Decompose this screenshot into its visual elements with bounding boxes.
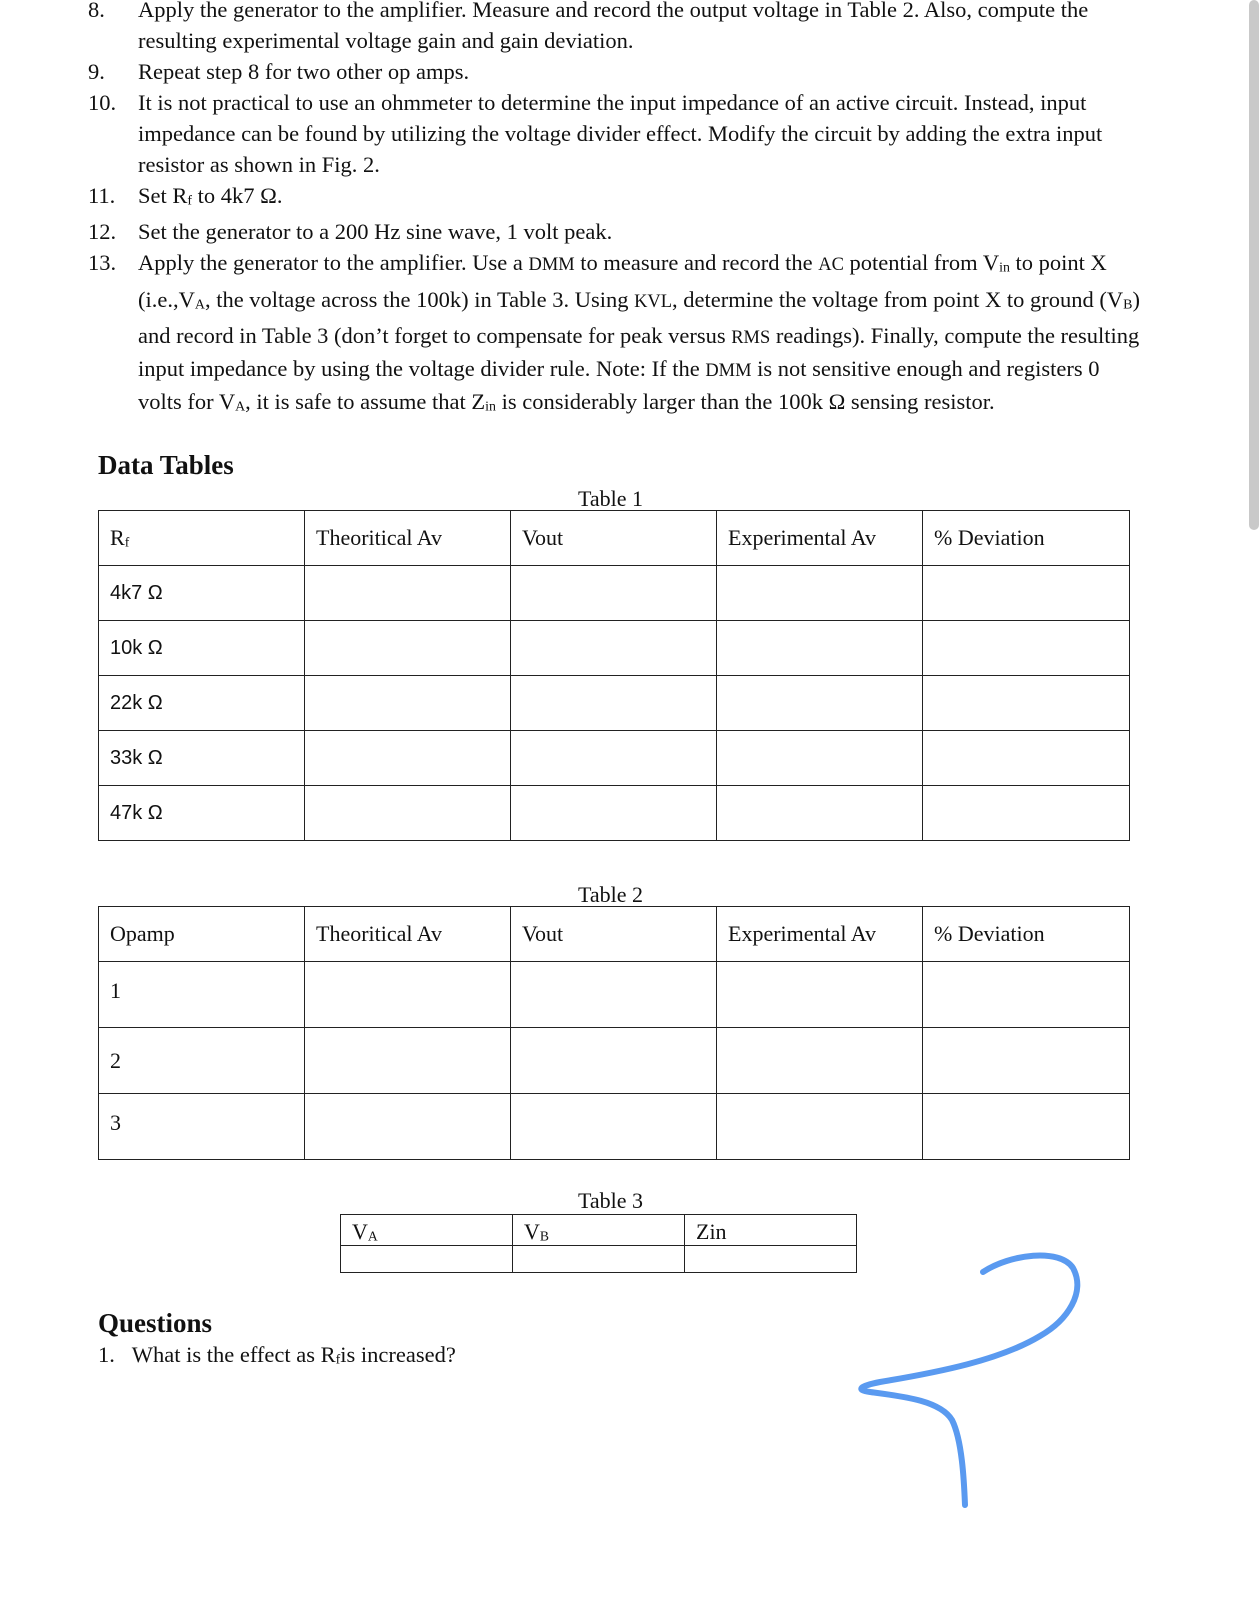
step-text: , determine the voltage from point X to ground (V — [672, 286, 1124, 312]
header-theoretical-av: Theoritical Av — [305, 511, 511, 566]
step-text: to measure and record the — [574, 250, 819, 276]
table1-caption: Table 1 — [578, 486, 644, 511]
rf-value: 10k Ω — [99, 621, 305, 676]
table3-caption: Table 3 — [578, 1188, 644, 1213]
question-text: What is the effect as R — [131, 1342, 336, 1367]
opamp-number: 3 — [99, 1094, 305, 1160]
table2-caption: Table 2 — [578, 882, 644, 907]
step-text: is not sensitive enough and registers 0 volts for V — [138, 356, 1100, 415]
step-text: , the voltage across the 100k) in Table 3. Using — [204, 286, 635, 312]
header-zin: Zin — [685, 1215, 857, 1246]
step-text: potential from V — [843, 250, 1000, 276]
subscript: A — [367, 1228, 378, 1244]
header-rf-label: R — [110, 525, 125, 550]
subscript: f — [124, 534, 130, 550]
step-number: 12. — [88, 219, 117, 245]
step-text: Apply the generator to the amplifier. Measure and record the output voltage in Table 2. Also, compute the resulting experimental voltage gain and gain deviation. — [138, 0, 1089, 53]
subscript: A — [194, 297, 205, 313]
opamp-number: 2 — [99, 1028, 305, 1094]
subscript: A — [235, 399, 246, 415]
header-experimental-av: Experimental Av — [717, 511, 923, 566]
rf-value: 47k Ω — [99, 786, 305, 841]
step-text: Set the generator to a 200 Hz sine wave, 1 volt peak. — [138, 219, 613, 245]
question-mark-stroke — [861, 1256, 1077, 1505]
subscript: in — [485, 399, 496, 415]
step-text: It is not practical to use an ohmmeter to determine the input impedance of an active circuit. Instead, input impedance can be found by utilizing the voltage divider effect. Modify the circuit by adding the extra input resistor as shown in Fig. 2. — [138, 90, 1103, 177]
header-vout: Vout — [511, 511, 717, 566]
step-text: RMS — [731, 327, 771, 348]
step-text: to point X (i.e.,V — [138, 250, 1107, 312]
va-label: V — [352, 1219, 368, 1244]
header-experimental-av: Experimental Av — [717, 907, 923, 962]
step-number: 11. — [88, 183, 116, 208]
data-tables-heading: Data Tables — [98, 450, 234, 480]
subscript: f — [187, 193, 193, 209]
question-text: is increased? — [340, 1342, 456, 1367]
step-number: 8. — [88, 0, 105, 22]
step-number: 10. — [88, 90, 117, 115]
subscript: B — [1123, 297, 1133, 313]
questions-heading: Questions — [98, 1308, 213, 1338]
step-number: 13. — [88, 250, 117, 276]
step-text: ) and record in Table 3 (don’t forget to compensate for peak versus — [138, 286, 1140, 349]
rf-value: 22k Ω — [99, 676, 305, 731]
step-text: Set R — [138, 183, 188, 208]
vb-label: V — [524, 1219, 540, 1244]
header-deviation: % Deviation — [923, 907, 1130, 962]
subscript: in — [999, 260, 1010, 276]
step-text: Apply the generator to the amplifier. Use a — [138, 250, 529, 276]
rf-value: 4k7 Ω — [99, 566, 305, 621]
step-text: is considerably larger than the 100k Ω sensing resistor. — [495, 389, 995, 415]
step-text: DMM — [528, 254, 575, 275]
scrollbar[interactable] — [1249, 0, 1259, 530]
header-vout: Vout — [511, 907, 717, 962]
step-text: , it is safe to assume that Z — [245, 389, 486, 415]
header-opamp: Opamp — [99, 907, 305, 962]
header-deviation: % Deviation — [923, 511, 1130, 566]
step-text: DMM — [705, 360, 752, 381]
opamp-number: 1 — [99, 962, 305, 1028]
subscript: B — [539, 1228, 549, 1244]
header-theoretical-av: Theoritical Av — [305, 907, 511, 962]
rf-value: 33k Ω — [99, 731, 305, 786]
step-text: to 4k7 Ω. — [192, 183, 283, 208]
step-number: 9. — [88, 59, 105, 84]
step-text: Repeat step 8 for two other op amps. — [138, 59, 470, 84]
step-text: readings). Finally, compute the resulting input impedance by using the voltage divider rule. Note: If the — [138, 323, 1140, 382]
question-number: 1. — [98, 1342, 115, 1367]
step-text: KVL — [634, 290, 673, 311]
subscript: f — [335, 1352, 341, 1368]
step-text: AC — [818, 254, 844, 275]
